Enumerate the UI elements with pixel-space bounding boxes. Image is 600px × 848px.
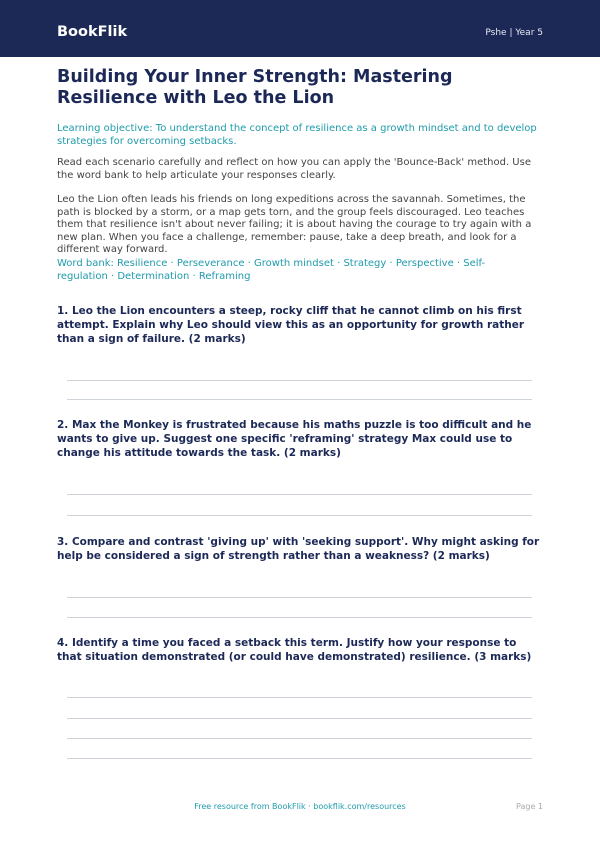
- learning-objective: Learning objective: To understand the concept of resilience as a growth mindset and to develop strategies for overcoming setbacks.: [57, 123, 537, 147]
- brand-logo[interactable]: BookFlik: [57, 24, 128, 40]
- answer-line[interactable]: [67, 738, 532, 739]
- question-4: 4. Identify a time you faced a setback this term. Justify how your response to that situation demonstrated (or could have demonstrated) resilience. (3 marks): [57, 637, 532, 663]
- question-2: 2. Max the Monkey is frustrated because his maths puzzle is too difficult and he wants to give up. Suggest one specific 'reframing' strategy Max could use to change his attitude towards the task. (2 marks): [57, 419, 532, 459]
- question-3: 3. Compare and contrast 'giving up' with 'seeking support'. Why might asking for help be considered a sign of strength rather than a weakness? (2 marks): [57, 536, 540, 562]
- answer-line[interactable]: [67, 515, 532, 516]
- word-bank: Word bank: Resilience · Perseverance · Growth mindset · Strategy · Perspective · Self-regulation · Determination · Reframing: [57, 258, 486, 282]
- instructions-paragraph: Read each scenario carefully and reflect on how you can apply the 'Bounce-Back' method. Use the word bank to help articulate your responses clearly.: [57, 157, 531, 181]
- question-1: 1. Leo the Lion encounters a steep, rocky cliff that he cannot climb on his first attempt. Explain why Leo should view this as an opportunity for growth rather than a sign of failure. (2 marks): [57, 305, 525, 345]
- answer-line[interactable]: [67, 718, 532, 719]
- footer-resource-link[interactable]: Free resource from BookFlik · bookflik.com/resources: [194, 802, 406, 811]
- header-bar: [0, 0, 600, 57]
- answer-line[interactable]: [67, 399, 532, 400]
- answer-line[interactable]: [67, 380, 532, 381]
- page-number: Page 1: [516, 802, 543, 811]
- answer-line[interactable]: [67, 697, 532, 698]
- answer-line[interactable]: [67, 494, 532, 495]
- answer-line[interactable]: [67, 758, 532, 759]
- story-paragraph: Leo the Lion often leads his friends on long expeditions across the savannah. Sometimes, the path is blocked by a storm, or a map gets torn, and the group feels discouraged. Leo teaches them that resilience isn't about never failing; it is about having the courage to try again with a new plan. When you face a challenge, remember: pause, take a deep breath, and look for a different way forward.: [57, 194, 532, 255]
- answer-line[interactable]: [67, 617, 532, 618]
- subject-year-label: Pshe | Year 5: [485, 28, 543, 38]
- page-title: Building Your Inner Strength: Mastering Resilience with Leo the Lion: [57, 67, 453, 108]
- answer-line[interactable]: [67, 597, 532, 598]
